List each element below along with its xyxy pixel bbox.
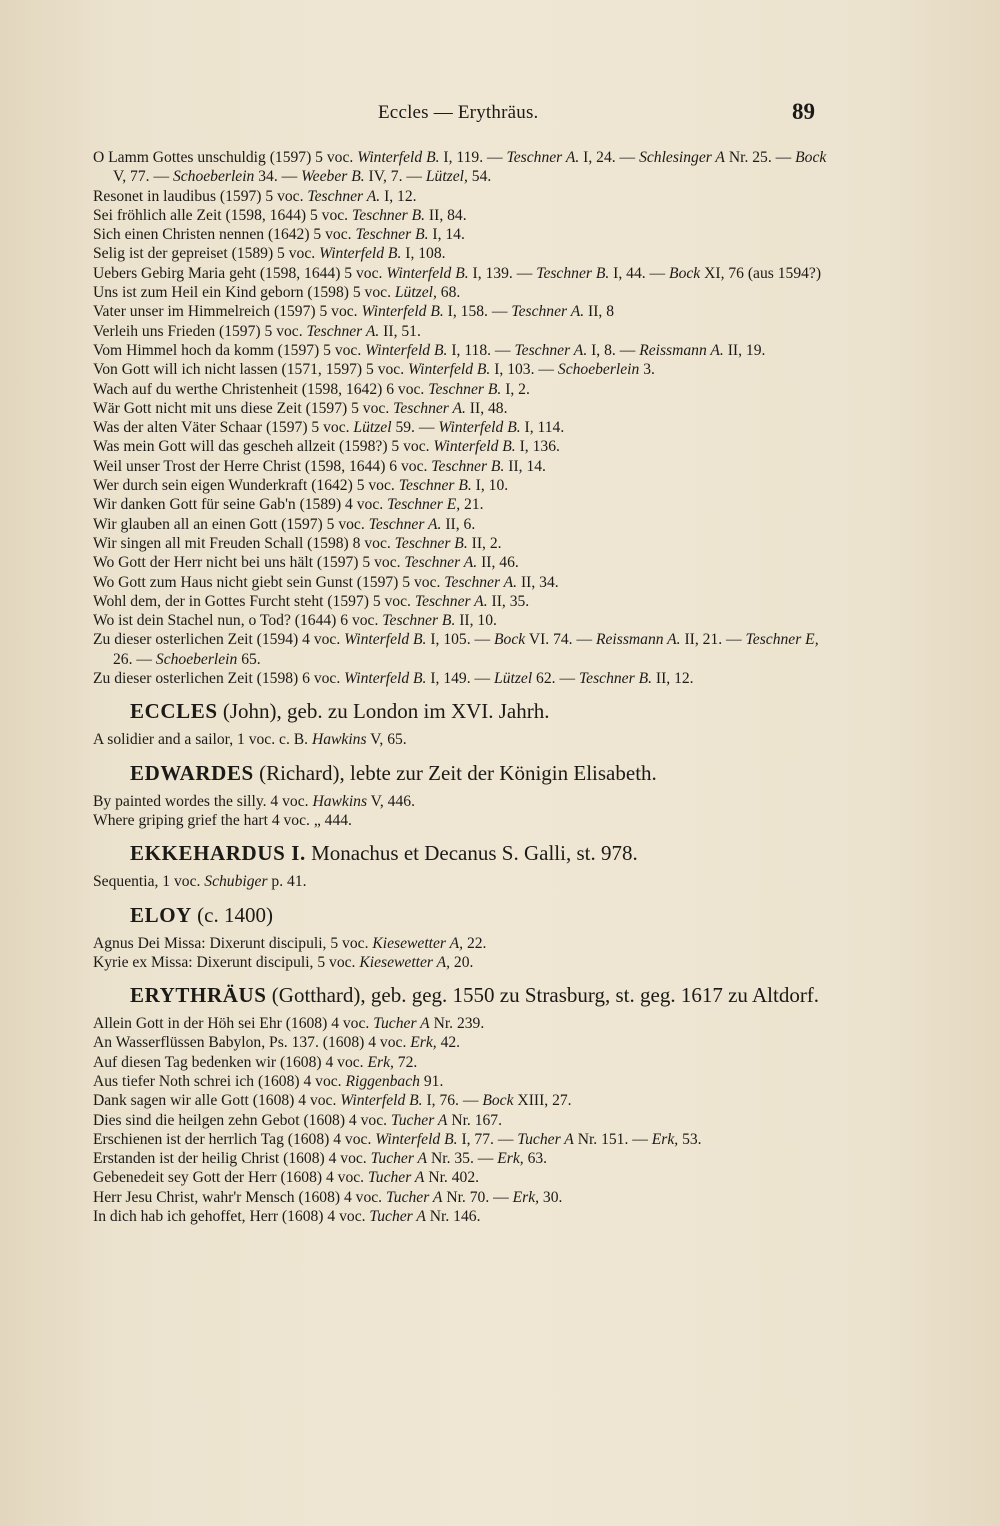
source-reference: Tucher A xyxy=(373,1015,430,1033)
composer-heading xyxy=(93,698,828,724)
entry-text: Resonet in laudibus (1597) 5 voc. xyxy=(93,187,308,205)
composer-description: (c. 1400) xyxy=(191,902,273,927)
entry-text: Allein Gott in der Höh sei Ehr (1608) 4 voc. xyxy=(93,1015,374,1033)
source-reference: Teschner B. xyxy=(394,534,468,552)
entry-text: Wir glauben all an einen Gott (1597) 5 voc. xyxy=(93,515,369,533)
entry-text: I, 76. — xyxy=(422,1092,483,1110)
entry-text: 53. xyxy=(678,1130,702,1148)
entry-text: An Wasserflüssen Babylon, Ps. 137. (1608) 4 voc. xyxy=(93,1034,411,1052)
entry-text: Nr. 146. xyxy=(425,1208,481,1226)
entry-text: II, 34. xyxy=(517,573,559,591)
entry-text: 62. — xyxy=(532,670,579,688)
work-entry xyxy=(93,1053,828,1072)
entry-text: Verleih uns Frieden (1597) 5 voc. xyxy=(93,322,307,340)
work-entry xyxy=(93,953,828,972)
work-entry xyxy=(93,1033,828,1052)
source-reference: Kiesewetter A, xyxy=(359,953,451,971)
work-entry xyxy=(93,1111,828,1130)
source-reference: Hawkins xyxy=(312,792,368,810)
entry-text: II, 12. xyxy=(652,670,694,688)
entry-text: 91. xyxy=(419,1072,444,1090)
entry-text: I, 12. xyxy=(380,187,417,205)
work-entry xyxy=(93,934,828,953)
entry-text: XIII, 27. xyxy=(513,1092,572,1110)
source-reference: Tucher A xyxy=(370,1150,428,1168)
source-reference: Erk, xyxy=(512,1188,540,1206)
work-entry xyxy=(93,1207,828,1226)
source-reference: Schoeberlein xyxy=(155,650,238,668)
entry-text: Agnus Dei Missa: Dixerunt discipuli, 5 voc. xyxy=(93,934,373,952)
entry-text: II, 8 xyxy=(584,303,615,321)
source-reference: Bock xyxy=(669,264,701,282)
entry-text: Vom Himmel hoch da komm (1597) 5 voc. xyxy=(93,341,366,359)
entry-text: II, 10. xyxy=(455,612,497,630)
source-reference: Teschner B. xyxy=(578,670,652,688)
entry-text: 72. xyxy=(393,1053,418,1071)
source-reference: Winterfeld B. xyxy=(357,149,440,166)
entry-text: I, 149. — xyxy=(426,670,495,688)
work-entry xyxy=(93,730,828,749)
work-entry xyxy=(93,399,828,418)
entry-text: I, 44. — xyxy=(609,264,670,282)
composer-heading xyxy=(93,982,828,1008)
entry-text: 21. xyxy=(460,496,484,514)
source-reference: Teschner B. xyxy=(398,477,472,495)
entry-text: V, 65. xyxy=(366,731,407,749)
work-entry xyxy=(93,206,828,225)
work-entry xyxy=(93,457,828,476)
entry-text: Was der alten Väter Schaar (1597) 5 voc. xyxy=(93,419,354,437)
entry-text: Erstanden ist der heilig Christ (1608) 4 voc. xyxy=(93,1150,371,1168)
entry-text: I, 24. — xyxy=(579,149,640,166)
source-reference: Winterfeld B. xyxy=(344,670,427,688)
entry-text: Zu dieser osterlichen Zeit (1598) 6 voc. xyxy=(93,670,345,688)
work-entry xyxy=(93,611,828,630)
source-reference: Erk, xyxy=(367,1053,394,1071)
entry-text: Sich einen Christen nennen (1642) 5 voc. xyxy=(93,226,356,244)
source-reference: Erk, xyxy=(651,1130,679,1148)
composer-name: ELOY xyxy=(130,902,192,927)
entry-text: I, 139. — xyxy=(468,264,537,282)
entry-text: O Lamm Gottes unschuldig (1597) 5 voc. xyxy=(93,149,358,166)
composer-name: ECCLES xyxy=(130,699,218,724)
entry-text: I, 136. xyxy=(515,438,560,456)
entry-text: Was mein Gott will das gescheh allzeit (1598?) 5 voc. xyxy=(93,438,434,456)
page-number: 89 xyxy=(792,99,815,124)
source-reference: Teschner A. xyxy=(511,303,585,321)
composer-heading xyxy=(93,760,828,786)
entry-text: I, 114. xyxy=(520,419,565,437)
source-reference: Bock xyxy=(795,149,827,166)
entry-text: Wär Gott nicht mit uns diese Zeit (1597) 5 voc. xyxy=(93,399,394,417)
source-reference: Winterfeld B. xyxy=(386,264,469,282)
page-content xyxy=(93,148,828,1236)
entry-text: Wach auf du werthe Christenheit (1598, 1642) 6 voc. xyxy=(93,380,429,398)
source-reference: Teschner B. xyxy=(355,226,429,244)
source-reference: Teschner B. xyxy=(351,206,426,224)
source-reference: Tucher A xyxy=(517,1130,574,1148)
entry-text: Nr. 239. xyxy=(429,1015,485,1033)
entry-text: Selig ist der gepreiset (1589) 5 voc. xyxy=(93,245,320,263)
source-reference: Reissmann A. xyxy=(595,631,681,649)
entry-text: 26. — xyxy=(113,650,156,668)
source-reference: Reissmann A. xyxy=(639,341,724,359)
composer-description: (John), geb. zu London im XVI. Jahrh. xyxy=(217,699,550,724)
entry-text: II, 19. xyxy=(723,341,766,359)
entry-text: II, 48. xyxy=(465,399,508,417)
entry-text: Wir danken Gott für seine Gab'n (1589) 4 voc. xyxy=(93,496,388,514)
source-reference: Teschner B. xyxy=(382,612,456,630)
source-reference: Lützel, xyxy=(425,168,468,186)
entry-text: 20. xyxy=(450,953,474,971)
entry-text: Kyrie ex Missa: Dixerunt discipuli, 5 voc. xyxy=(93,953,360,971)
source-reference: Winterfeld B. xyxy=(340,1092,423,1110)
source-reference: Tucher A xyxy=(369,1208,426,1226)
work-entry xyxy=(93,187,828,206)
work-entry xyxy=(93,1188,828,1207)
source-reference: Winterfeld B. xyxy=(361,303,444,321)
work-entry xyxy=(93,573,828,592)
entry-text: II, 6. xyxy=(441,515,476,533)
entry-text: II, 84. xyxy=(425,206,467,224)
entry-text: 42. xyxy=(436,1034,461,1052)
entry-text: Auf diesen Tag bedenken wir (1608) 4 voc. xyxy=(93,1053,368,1071)
source-reference: Winterfeld B. xyxy=(438,419,521,437)
work-entry xyxy=(93,534,828,553)
source-reference: Erk, xyxy=(410,1034,437,1052)
entry-text: Uns ist zum Heil ein Kind geborn (1598) 5 voc. xyxy=(93,284,395,302)
source-reference: Teschner A. xyxy=(506,149,580,166)
source-reference: Teschner B. xyxy=(431,457,505,475)
source-reference: Teschner A. xyxy=(307,187,381,205)
work-entry xyxy=(93,418,828,437)
source-reference: Teschner B. xyxy=(536,264,610,282)
source-reference: Lützel xyxy=(353,419,392,437)
source-reference: Tucher A xyxy=(367,1169,425,1187)
entry-text: I, 10. xyxy=(471,477,509,495)
entry-text: Wer durch sein eigen Wunderkraft (1642) 5 voc. xyxy=(93,477,399,495)
entry-text: Gebenedeit sey Gott der Herr (1608) 4 voc. xyxy=(93,1169,368,1187)
source-reference: Tucher A xyxy=(385,1188,443,1206)
composer-section xyxy=(93,982,828,1226)
source-reference: Schlesinger A xyxy=(639,149,725,166)
entry-text: Nr. 167. xyxy=(447,1111,502,1129)
composer-description: Monachus et Decanus S. Galli, st. 978. xyxy=(305,841,638,866)
entry-text: 68. xyxy=(436,284,461,302)
entry-text: Herr Jesu Christ, wahr'r Mensch (1608) 4 voc. xyxy=(93,1188,386,1206)
entry-text: V, 446. xyxy=(367,792,415,810)
entry-text: V, 77. — xyxy=(113,168,173,186)
entry-text: Nr. 35. — xyxy=(427,1150,498,1168)
entry-text: I, 14. xyxy=(428,226,465,244)
entry-text: II, 21. — xyxy=(680,631,746,649)
entry-text: 54. xyxy=(467,168,492,186)
entry-text: 65. xyxy=(237,650,261,668)
entry-text: 22. xyxy=(463,934,487,952)
entry-block-continued xyxy=(93,148,828,688)
entry-text: II, 2. xyxy=(467,534,502,552)
source-reference: Teschner A. xyxy=(444,573,518,591)
work-entry xyxy=(93,1014,828,1033)
work-entry xyxy=(93,380,828,399)
work-entry xyxy=(93,1168,828,1187)
composer-description: (Richard), lebte zur Zeit der Königin Elisabeth. xyxy=(253,760,657,785)
source-reference: Hawkins xyxy=(311,731,367,749)
entry-text: 63. xyxy=(523,1150,548,1168)
entry-text: Uebers Gebirg Maria geht (1598, 1644) 5 voc. xyxy=(93,264,387,282)
entry-text: I, 118. — xyxy=(447,341,515,359)
source-reference: Winterfeld B. xyxy=(408,361,491,379)
entry-text: Wo ist dein Stachel nun, o Tod? (1644) 6 voc. xyxy=(93,612,383,630)
composer-section xyxy=(93,840,828,891)
source-reference: Winterfeld B. xyxy=(433,438,516,456)
composer-name: EDWARDES xyxy=(130,760,254,785)
entry-text: Nr. 25. — xyxy=(724,149,796,166)
source-reference: Weeber B. xyxy=(301,168,365,186)
entry-text: Nr. 70. — xyxy=(442,1188,513,1206)
source-reference: Teschner A. xyxy=(514,341,588,359)
source-reference: Teschner A. xyxy=(414,592,488,610)
entry-text: I, 158. — xyxy=(443,303,512,321)
work-entry xyxy=(93,360,828,379)
source-reference: Teschner E, xyxy=(745,631,819,649)
entry-text: 30. xyxy=(539,1188,563,1206)
entry-text: I, 105. — xyxy=(426,631,495,649)
entry-text: II, 51. xyxy=(379,322,421,340)
composer-section xyxy=(93,902,828,973)
composer-description: (Gotthard), geb. geg. 1550 zu Strasburg, st. geg. 1617 zu Altdorf. xyxy=(266,983,820,1008)
entry-text: p. 41. xyxy=(267,873,307,891)
entry-text: A solidier and a sailor, 1 voc. c. B. xyxy=(93,731,312,749)
work-entry xyxy=(93,872,828,891)
source-reference: Teschner A. xyxy=(306,322,380,340)
source-reference: Erk, xyxy=(497,1150,524,1168)
source-reference: Teschner A. xyxy=(404,554,478,572)
entry-text: IV, 7. — xyxy=(364,168,426,186)
entry-text: Nr. 151. — xyxy=(573,1130,652,1148)
source-reference: Bock xyxy=(482,1092,514,1110)
source-reference: Bock xyxy=(494,631,526,649)
entry-text: Wo Gott der Herr nicht bei uns hält (1597) 5 voc. xyxy=(93,554,405,572)
source-reference: Schoeberlein xyxy=(172,168,255,186)
work-entry xyxy=(93,322,828,341)
work-entry xyxy=(93,811,828,830)
entry-text: Wohl dem, der in Gottes Furcht steht (1597) 5 voc. xyxy=(93,592,415,610)
entry-text: Dank sagen wir alle Gott (1608) 4 voc. xyxy=(93,1092,341,1110)
entry-text: I, 2. xyxy=(501,380,530,398)
work-entry xyxy=(93,515,828,534)
entry-text: II, 35. xyxy=(487,592,530,610)
entry-text: I, 108. xyxy=(401,245,446,263)
entry-text: Erschienen ist der herrlich Tag (1608) 4 voc. xyxy=(93,1130,376,1148)
source-reference: Kiesewetter A, xyxy=(372,934,464,952)
work-entry xyxy=(93,792,828,811)
entry-text: Aus tiefer Noth schrei ich (1608) 4 voc. xyxy=(93,1072,346,1090)
source-reference: Winterfeld B. xyxy=(319,245,402,263)
work-entry xyxy=(93,592,828,611)
source-reference: Riggenbach xyxy=(345,1072,420,1090)
composer-section xyxy=(93,698,828,749)
entry-text: By painted wordes the silly. 4 voc. xyxy=(93,792,313,810)
entry-text: Sei fröhlich alle Zeit (1598, 1644) 5 voc. xyxy=(93,206,352,224)
work-entry xyxy=(93,476,828,495)
source-reference: Teschner B. xyxy=(428,380,502,398)
entry-text: Dies sind die heilgen zehn Gebot (1608) 4 voc. xyxy=(93,1111,391,1129)
entry-text: I, 77. — xyxy=(457,1130,518,1148)
header-title: Eccles — Erythräus. xyxy=(378,102,539,123)
composer-heading xyxy=(93,840,828,866)
source-reference: Winterfeld B. xyxy=(365,341,448,359)
entry-text: Von Gott will ich nicht lassen (1571, 1597) 5 voc. xyxy=(93,361,409,379)
entry-text: Sequentia, 1 voc. xyxy=(93,873,205,891)
work-entry xyxy=(93,630,828,669)
entry-text: Nr. 402. xyxy=(424,1169,480,1187)
entry-text: II, 46. xyxy=(477,554,519,572)
composer-name: EKKEHARDUS I. xyxy=(130,841,306,866)
work-entry xyxy=(93,264,828,283)
work-entry xyxy=(93,495,828,514)
source-reference: Teschner A. xyxy=(368,515,442,533)
entry-text: Wo Gott zum Haus nicht giebt sein Gunst (1597) 5 voc. xyxy=(93,573,445,591)
entry-text: VI. 74. — xyxy=(525,631,596,649)
source-reference: Winterfeld B. xyxy=(375,1130,458,1148)
running-header xyxy=(0,99,1000,128)
work-entry xyxy=(93,1091,828,1110)
entry-text: In dich hab ich gehoffet, Herr (1608) 4 voc. xyxy=(93,1208,370,1226)
entry-text: 34. — xyxy=(254,168,302,186)
work-entry xyxy=(93,302,828,321)
entry-text: Vater unser im Himmelreich (1597) 5 voc. xyxy=(93,303,362,321)
source-reference: Teschner A. xyxy=(393,399,466,417)
work-entry xyxy=(93,283,828,302)
source-reference: Lützel xyxy=(494,670,533,688)
work-entry xyxy=(93,341,828,360)
entry-text: Zu dieser osterlichen Zeit (1594) 4 voc. xyxy=(93,631,345,649)
work-entry xyxy=(93,1149,828,1168)
source-reference: Lützel, xyxy=(394,284,437,302)
work-entry xyxy=(93,669,828,688)
work-entry xyxy=(93,553,828,572)
work-entry xyxy=(93,1130,828,1149)
entry-text: II, 14. xyxy=(504,457,546,475)
entry-text: I, 119. — xyxy=(439,149,507,166)
composer-section xyxy=(93,760,828,831)
source-reference: Teschner E, xyxy=(387,496,461,514)
work-entry xyxy=(93,225,828,244)
source-reference: Winterfeld B. xyxy=(344,631,427,649)
source-reference: Schubiger xyxy=(204,873,268,891)
entry-text: Wir singen all mit Freuden Schall (1598) 8 voc. xyxy=(93,534,395,552)
entry-text: XI, 76 (aus 1594?) xyxy=(700,264,822,282)
entry-text: I, 8. — xyxy=(587,341,640,359)
entry-text: I, 103. — xyxy=(490,361,558,379)
entry-text: Where griping grief the hart 4 voc. „ 444. xyxy=(93,811,352,829)
source-reference: Tucher A xyxy=(390,1111,448,1129)
work-entry xyxy=(93,148,828,187)
composer-heading xyxy=(93,902,828,928)
source-reference: Schoeberlein xyxy=(557,361,640,379)
work-entry xyxy=(93,437,828,456)
composer-name: ERYTHRÄUS xyxy=(130,983,267,1008)
entry-text: 59. — xyxy=(391,419,439,437)
entry-text: 3. xyxy=(639,361,655,379)
work-entry xyxy=(93,244,828,263)
work-entry xyxy=(93,1072,828,1091)
entry-text: Weil unser Trost der Herre Christ (1598, 1644) 6 voc. xyxy=(93,457,432,475)
